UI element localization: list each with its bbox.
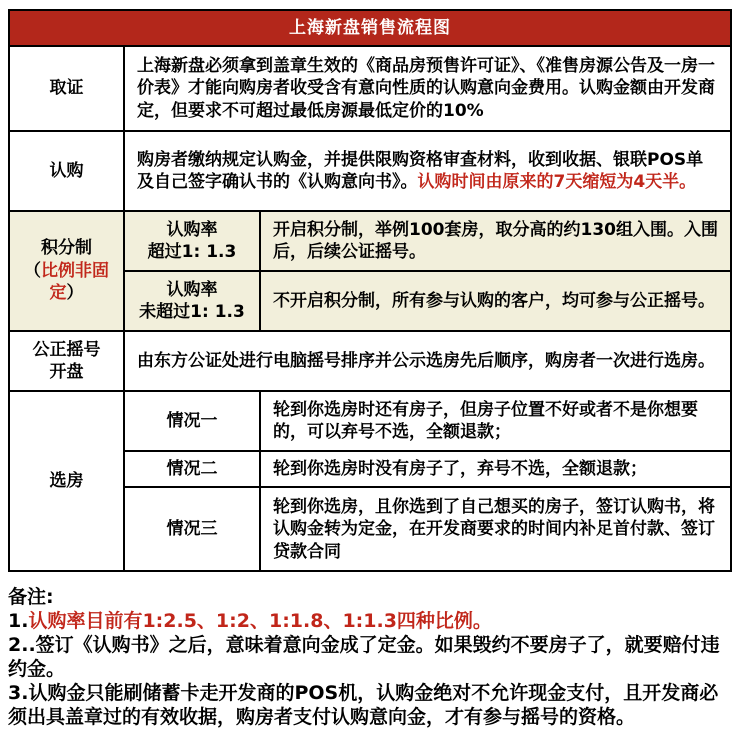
jifenzhi-label-paren-open: （: [24, 260, 41, 281]
quzheng-label: 取证: [9, 46, 124, 131]
case2-head: 情况二: [124, 451, 260, 487]
quzheng-content: 上海新盘必须拿到盖章生效的《商品房预售许可证》、《准售房源公告及一房一价表》才能向购房者收受含有意向性质的认购意向金费用。认购金额由开发商定，但要求不可超过最低房源最低定价的10%: [124, 46, 731, 131]
jifenzhi-label: [9, 211, 124, 331]
jifen-sub1-content: 开启积分制，举例100套房，取分高的约130组入围。入围后，后续公证摇号。: [260, 211, 731, 271]
jifen-sub2-content: 不开启积分制，所有参与认购的客户，均可参与公正摇号。: [260, 271, 731, 331]
table-row-jifenzhi-1: [9, 211, 731, 271]
yaohao-content: 由东方公证处进行电脑摇号排序并公示选房先后顺序，购房者一次进行选房。: [124, 331, 731, 391]
rengou-label: 认购: [9, 131, 124, 211]
case1-content: 轮到你选房时还有房子，但房子位置不好或者不是你想要的，可以弃号不选，全额退款；: [260, 391, 731, 451]
rengou-content: [124, 131, 731, 211]
jifen-sub1-head-line2: 超过1: 1.3: [147, 242, 237, 262]
yaohao-label: [9, 331, 124, 391]
case1-head: 情况一: [124, 391, 260, 451]
page-title: 上海新盘销售流程图: [9, 10, 731, 46]
table-row-yaohao: [9, 331, 731, 391]
note-1-red-text: 认购率目前有1:2.5、1:2、1:1.8、1:1.3四种比例。: [28, 610, 492, 633]
notes-section: [8, 585, 731, 729]
note-2: 2..签订《认购书》之后，意味着意向金成了定金。如果毁约不要房子了，就要赔付违约金。: [8, 634, 720, 681]
xuanfang-label: 选房: [9, 391, 124, 571]
yaohao-label-line1: 公正摇号: [32, 339, 101, 360]
case3-content: 轮到你选房，且你选到了自己想买的房子，签订认购书，将认购金转为定金，在开发商要求的时间内补足首付款、签订贷款合同: [260, 487, 731, 571]
jifen-sub2-head-line1: 认购率: [166, 279, 218, 300]
yaohao-label-line2: 开盘: [49, 362, 84, 382]
jifenzhi-label-red: 比例非固定: [41, 260, 109, 304]
title-row: [9, 10, 731, 46]
note-1-prefix: 1.: [8, 610, 29, 633]
notes-heading: 备注:: [8, 586, 54, 609]
jifenzhi-label-paren-close: ）: [66, 283, 84, 304]
note-1: [8, 609, 731, 633]
case2-content: 轮到你选房时没有房子了，弃号不选，全额退款；: [260, 451, 731, 487]
jifen-sub1-head-line1: 认购率: [166, 219, 218, 240]
table-row-rengou: [9, 131, 731, 211]
case3-head: 情况三: [124, 487, 260, 571]
jifen-sub2-head: [124, 271, 260, 331]
sales-flow-table: [8, 9, 732, 572]
rengou-text-black: 购房者缴纳规定认购金，并提供限购资格审查材料，收到收据、银联POS单及自己签字确认书的《认购意向书》。: [137, 149, 704, 192]
table-row-quzheng: [9, 46, 731, 131]
note-3: 3.认购金只能刷储蓄卡走开发商的POS机，认购金绝对不允许现金支付，且开发商必须出具盖章过的有效收据，购房者支付认购意向金，才有参与摇号的资格。: [8, 682, 719, 729]
rengou-text-red: 认购时间由原来的7天缩短为4天半。: [417, 172, 697, 192]
jifenzhi-label-main: 积分制: [41, 238, 92, 259]
table-row-case1: [9, 391, 731, 451]
jifen-sub1-head: [124, 211, 260, 271]
jifen-sub2-head-line2: 未超过1: 1.3: [139, 302, 245, 322]
